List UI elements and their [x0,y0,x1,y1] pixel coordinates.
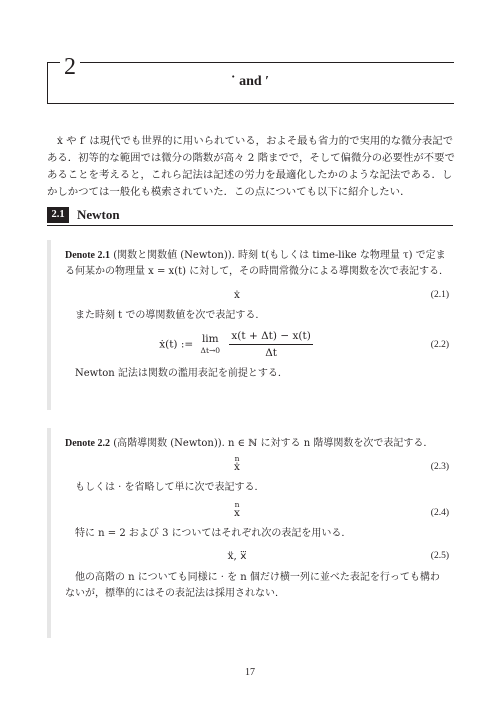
equation-expr: ẍ, x⃛ [227,550,247,562]
limit-subscript: Δt→0 [200,345,221,355]
chapter-title: ˙ and ′ [230,74,270,89]
section-heading [47,205,453,226]
intro-paragraph: ẋ や f′ は現代でも世界的に用いられている，およそ最も省力的で実用的な微分表記である．初等的な範囲では微分の階数が高々 2 階までで，そして偏微分の必要性が不要であることを考えると，これら記法は記述の労力を最適化したかのような記法である．しかしかつては一般化も模索されていた．この点についても以下に紹介したい． [47,135,455,198]
denote-label: Denote 2.2 [65,438,110,449]
limit-word: lim [201,332,219,345]
stack-over: n [234,500,240,509]
stacked-symbol [234,500,240,518]
denote-box-2-1 [47,240,453,410]
equation-expr [65,328,409,361]
stack-base: x [234,507,240,519]
denote-text: (関数と関数値 (Newton)). 時刻 t(もしくは time-like な物理量 τ) で定まる何某かの物理量 x = x(t) に対して，その時間常微分による導関数を次で表記する． [65,250,449,277]
denote-rule [47,428,51,638]
denote-2-2-text4: 他の高階の n についても同様に · を n 個だけ横一列に並べた表記を行っても構わないが，標準的にはその表記法は採用されない． [65,572,440,599]
equation-2-5 [65,542,449,566]
equation-2-4 [65,496,449,524]
denote-2-1-text2: また時刻 t での導関数値を次で表記する． [75,310,266,321]
stack-over: n [234,454,240,463]
denote-box-2-2 [47,428,453,638]
equation-number: (2.3) [430,462,449,472]
denote-2-2-intro [65,436,449,452]
stack-base: ẋ [234,461,240,473]
denote-2-1-intro [65,248,449,280]
equation-expr [65,454,409,472]
limit-operator [201,334,221,356]
equation-expr [65,500,409,518]
equation-2-1 [65,284,449,306]
page-number: 17 [245,667,255,678]
equation-number: (2.5) [430,551,449,561]
equation-2-2 [65,326,449,362]
equation-number: (2.4) [430,508,449,518]
section-title: Newton [77,207,120,222]
section-number: 2.1 [47,207,69,223]
equation-2-3 [65,452,449,478]
denote-text: (高階導関数 (Newton)). n ∈ ℕ に対する n 階導関数を次で表記する． [113,438,434,449]
equation-number: (2.2) [430,340,449,350]
denote-2-2-text3: 特に n = 2 および 3 についてはそれぞれ次の表記を用いる． [75,528,352,539]
fraction-numerator: x(t + Δt) − x(t) [229,328,312,345]
equation-number: (2.1) [430,290,449,300]
fraction-denominator: Δt [265,347,277,359]
equation-expr: ẋ [234,289,240,301]
chapter-number: 2 [60,54,80,80]
equation-lhs: ẋ(t) := [159,338,194,351]
denote-2-2-text2: もしくは · を省略して単に次で表記する． [75,482,265,493]
denote-rule [47,240,51,410]
denote-label: Denote 2.1 [65,250,110,261]
stacked-symbol [234,454,240,472]
fraction [229,328,312,361]
denote-2-1-text3: Newton 記法は関数の濫用表記を前提とする． [75,368,288,379]
